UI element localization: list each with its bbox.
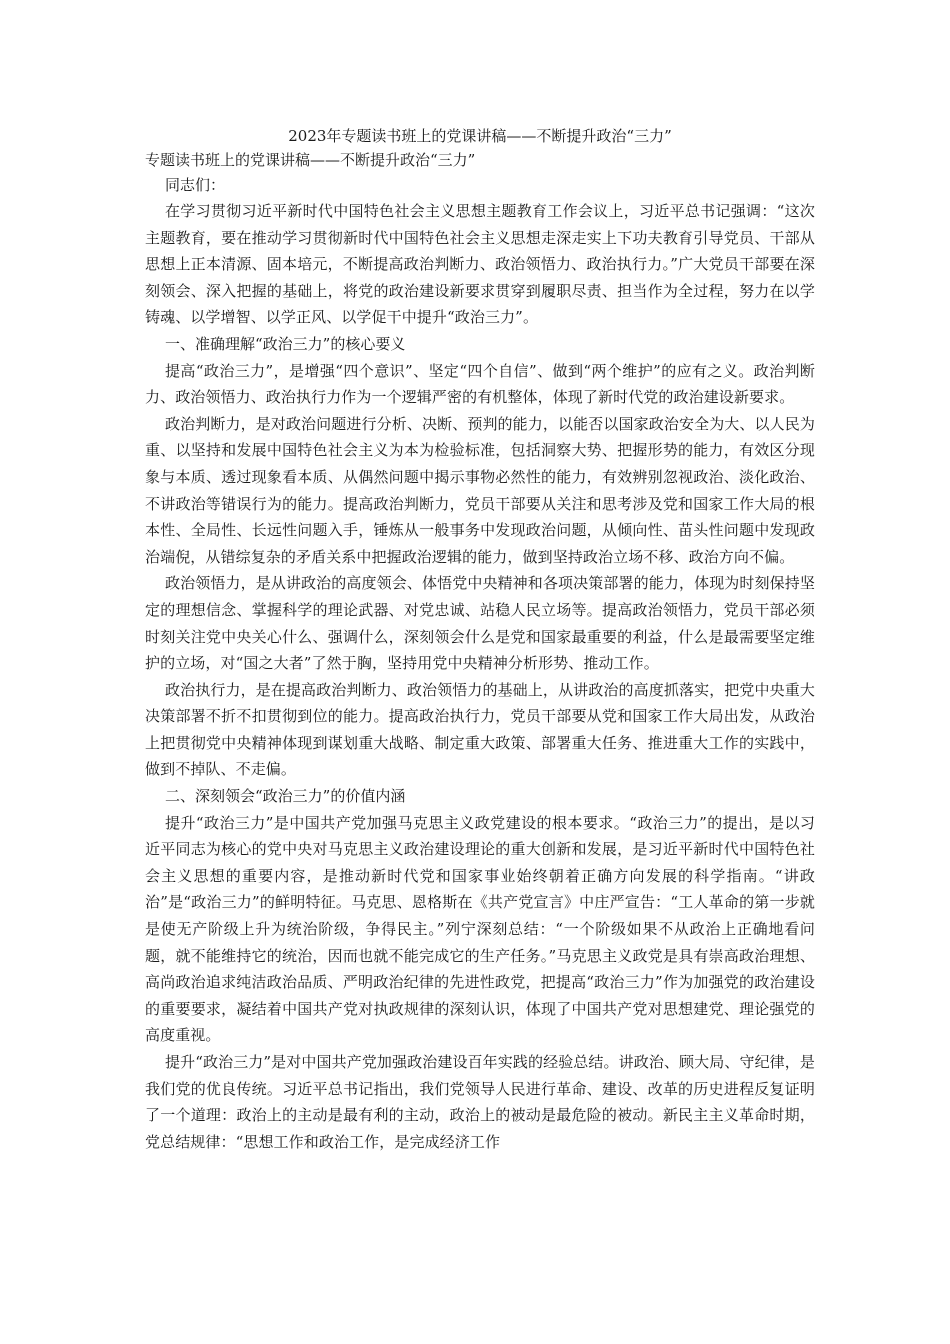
paragraph: 提高“政治三力”，是增强“四个意识”、坚定“四个自信”、做到“两个维护”的应有之义。政治判断力、政治领悟力、政治执行力作为一个逻辑严密的有机整体，体现了新时代党的政治建设新要求。 xyxy=(145,361,815,407)
section-heading-1: 一、准确理解“政治三力”的核心要义 xyxy=(165,334,406,353)
paragraph: 政治判断力，是对政治问题进行分析、决断、预判的能力，以能否以国家政治安全为大、以人民为重、以坚持和发展中国特色社会主义为本为检验标准，包括洞察大势、把握形势的能力，有效区分现象与本质、透过现象看本质、从偶然问题中揭示事物必然性的能力，有效辨别忽视政治、淡化政治、不讲政治等错误行为的能力。提高政治判断力，党员干部要从关注和思考涉及党和国家工作大局的根本性、全局性、长远性问题入手，锤炼从一般事务中发现政治问题，从倾向性、苗头性问题中发现政治端倪，从错综复杂的矛盾关系中把握政治逻辑的能力，做到坚持政治立场不移、政治方向不偏。 xyxy=(145,414,815,566)
salutation: 同志们： xyxy=(165,176,226,194)
paragraph: 提升“政治三力”是中国共产党加强马克思主义政党建设的根本要求。“政治三力”的提出，是以习近平同志为核心的党中央对马克思主义政治建设理论的重大创新和发展，是习近平新时代中国特色社会主义思想的重要内容，是推动新时代党和国家事业始终朝着正确方向发展的科学指南。“讲政治”是“政治三力”的鲜明特征。马克思、恩格斯在《共产党宣言》中庄严宣告：“工人革命的第一步就是使无产阶级上升为统治阶级，争得民主。”列宁深刻总结：“一个阶级如果不从政治上正确地看问题，就不能维持它的统治，因而也就不能完成它的生产任务。”马克思主义政党是具有崇高政治理想、高尚政治追求纯洁政治品质、严明政治纪律的先进性政党，把提高“政治三力”作为加强党的政治建设的重要要求，凝结着中国共产党对执政规律的深刻认识，体现了中国共产党对思想建党、理论强党的高度重视。 xyxy=(145,813,815,1045)
paragraph: 政治执行力，是在提高政治判断力、政治领悟力的基础上，从讲政治的高度抓落实，把党中央重大决策部署不折不扣贯彻到位的能力。提高政治执行力，党员干部要从党和国家工作大局出发，从政治上把贯彻党中央精神体现到谋划重大战略、制定重大政策、部署重大任务、推进重大工作的实践中，做到不掉队、不走偏。 xyxy=(145,680,815,779)
document-page xyxy=(145,124,815,1155)
document-title: 2023年专题读书班上的党课讲稿——不断提升政治“三力” xyxy=(288,127,672,145)
document-subtitle: 专题读书班上的党课讲稿——不断提升政治“三力” xyxy=(145,151,476,169)
paragraph-intro: 在学习贯彻习近平新时代中国特色社会主义思想主题教育工作会议上，习近平总书记强调：“这次主题教育，要在推动学习贯彻新时代中国特色社会主义思想走深走实上下功夫教育引导党员、干部从思想上正本清源、固本培元，不断提高政治判断力、政治领悟力、政治执行力。”广大党员干部要在深刻领会、深入把握的基础上，将党的政治建设新要求贯穿到履职尽责、担当作为全过程，努力在以学铸魂、以学增智、以学正风、以学促干中提升“政治三力”。 xyxy=(145,202,815,327)
section-heading-2: 二、深刻领会“政治三力”的价值内涵 xyxy=(165,787,406,806)
paragraph: 提升“政治三力”是对中国共产党加强政治建设百年实践的经验总结。讲政治、顾大局、守纪律，是我们党的优良传统。习近平总书记指出，我们党领导人民进行革命、建设、改革的历史进程反复证明了一个道理：政治上的主动是最有利的主动，政治上的被动是最危险的被动。新民主主义革命时期，党总结规律：“思想工作和政治工作，是完成经济工作 xyxy=(145,1053,815,1151)
paragraph: 政治领悟力，是从讲政治的高度领会、体悟党中央精神和各项决策部署的能力，体现为时刻保持坚定的理想信念、掌握科学的理论武器、对党忠诚、站稳人民立场等。提高政治领悟力，党员干部必须时刻关注党中央关心什么、强调什么，深刻领会什么是党和国家最重要的利益，什么是最需要坚定维护的立场，对“国之大者”了然于胸，坚持用党中央精神分析形势、推动工作。 xyxy=(145,574,815,673)
